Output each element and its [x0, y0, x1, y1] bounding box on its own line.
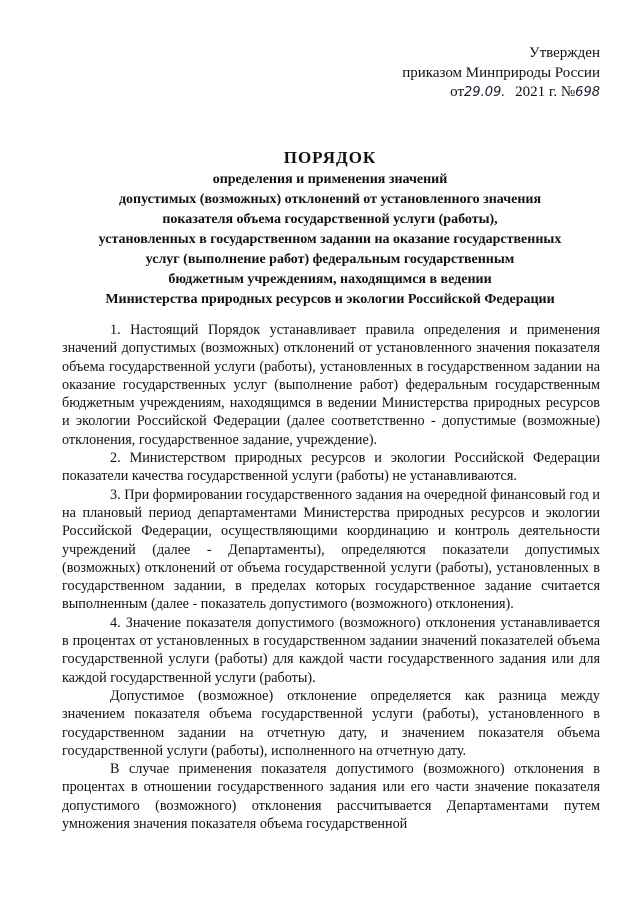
approval-year: 2021 г.	[515, 84, 558, 100]
handwritten-number: 698	[575, 85, 600, 100]
subtitle-line: допустимых (возможных) отклонений от установленного значения	[118, 192, 542, 207]
approval-line-1: Утвержден	[528, 45, 600, 61]
paragraph-1: 1. Настоящий Порядок устанавливает правила определения и применения значений допустимых (возможных) отклонений от установленного значения показателя объема государственной услуги (работы), установленных в государственном задании на оказание государственных услуг (выполнение работ) федеральным государственным бюджетным учреждениям, находящимся в ведении Министерства природных ресурсов и экологии Российской Федерации (далее соответственно - допустимые (возможные) отклонения, государственное задание, учреждение).	[62, 322, 600, 448]
approval-line-2: приказом Минприроды России	[402, 64, 600, 81]
paragraph-6: В случае применения показателя допустимого (возможного) отклонения в процентах в отношении государственного задания или его части значение показателя допустимого (возможного) отклонения рассчитывается Департаментами путем умножения значения показателя объема государственной	[62, 761, 600, 833]
paragraph-5: Допустимое (возможное) отклонение определяется как разница между значением показателя объема государственной услуги (работы), установленного в государственном задании на отчетную дату, и значением показателя объема государственной услуги (работы), исполненного на отчетную дату.	[62, 687, 600, 759]
document-subtitle	[60, 170, 600, 310]
paragraph-2: 2. Министерством природных ресурсов и экологии Российской Федерации показатели качества государственной услуги (работы) не устанавливаются.	[62, 450, 600, 485]
document-title: ПОРЯДОК	[283, 148, 377, 167]
date-prefix: от	[450, 84, 465, 100]
approval-date-line	[402, 83, 600, 103]
subtitle-line: бюджетным учреждениям, находящимся в ведении	[168, 272, 492, 287]
handwritten-date: 29.09.	[464, 85, 506, 100]
subtitle-line: услуг (выполнение работ) федеральным государственным	[145, 252, 515, 267]
paragraph-4: 4. Значение показателя допустимого (возможного) отклонения устанавливается в процентах от установленных в государственном задании значений показателей объема государственной услуги (работы) для каждой части государственного задания или для каждой государственной услуги (работы).	[62, 614, 600, 686]
number-prefix: №	[560, 84, 576, 100]
subtitle-line: определения и применения значений	[212, 172, 448, 187]
approval-stamp	[402, 44, 600, 103]
subtitle-line: установленных в государственном задании на оказание государственных	[98, 232, 562, 247]
paragraph-3: 3. При формировании государственного задания на очередной финансовый год и на плановый период департаментами Министерства природных ресурсов и экологии Российской Федерации, осуществляющими координацию и контроль деятельности учреждений (далее - Департаменты), определяются показатели допустимых (возможных) отклонений от объема государственной услуги (работы), установленных в государственном задании, в пределах которых государственное задание считается выполненным (далее - показатель допустимого (возможного) отклонения).	[62, 486, 600, 613]
subtitle-line: Министерства природных ресурсов и экологии Российской Федерации	[105, 292, 555, 307]
document-body	[62, 321, 600, 833]
subtitle-line: показателя объема государственной услуги (работы),	[162, 212, 498, 227]
